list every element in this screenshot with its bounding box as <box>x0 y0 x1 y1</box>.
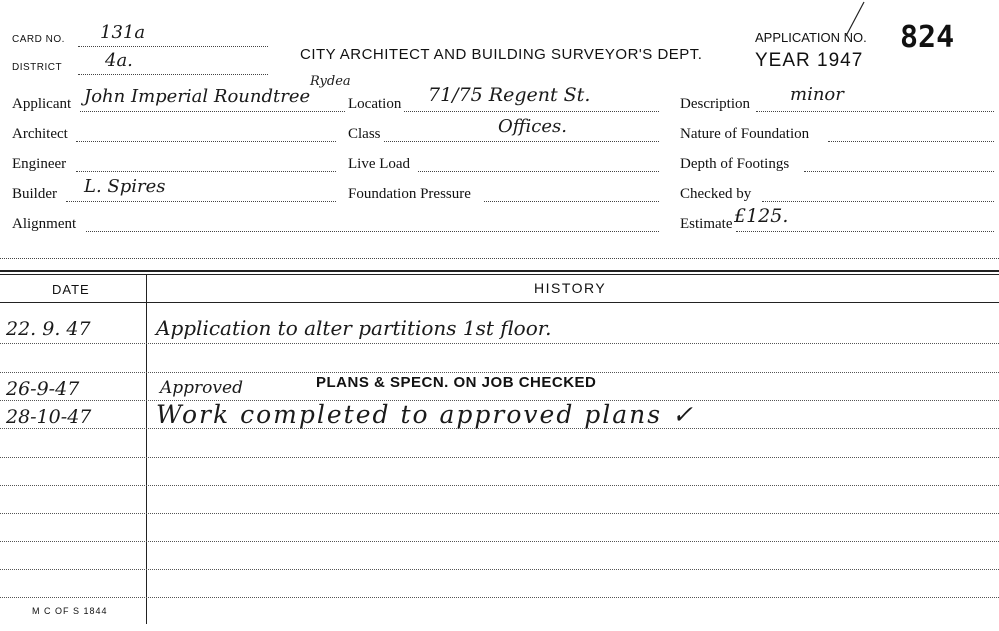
depth-label: Depth of Footings <box>680 156 790 172</box>
alignment-label: Alignment <box>12 216 77 232</box>
nature-line <box>828 141 994 142</box>
check-mark-icon <box>840 0 870 40</box>
pressure-line <box>484 201 659 202</box>
table-top-rule-2 <box>0 274 999 275</box>
estimate-value: £125. <box>734 205 789 227</box>
application-number: 824 <box>900 20 955 55</box>
location-value: 71/75 Regent St. <box>428 84 591 106</box>
liveload-line <box>418 171 659 172</box>
architect-line <box>76 141 336 142</box>
form-code: M C OF S 1844 <box>32 606 108 616</box>
builder-value: L. Spires <box>84 176 166 197</box>
depth-line <box>804 171 994 172</box>
architect-label: Architect <box>12 126 68 142</box>
builder-line <box>66 201 336 202</box>
location-line <box>404 111 659 112</box>
card-no-label: CARD NO. <box>12 34 65 45</box>
date-header: DATE <box>52 282 90 297</box>
location-label: Location <box>348 96 402 112</box>
pressure-label: Foundation Pressure <box>348 186 471 202</box>
liveload-label: Live Load <box>348 156 411 172</box>
engineer-line <box>76 171 336 172</box>
row-rule <box>0 485 999 486</box>
card-no-line <box>78 46 268 47</box>
row-rule <box>0 597 999 598</box>
description-line <box>756 111 994 112</box>
applicant-value: John Imperial Roundtree <box>84 86 311 107</box>
district-value: 4a. <box>105 50 133 71</box>
estimate-label: Estimate <box>680 216 733 232</box>
row-rule <box>0 457 999 458</box>
table-row-date: 26-9-47 <box>6 378 80 400</box>
class-label: Class <box>348 126 381 142</box>
table-row-entry: Application to alter partitions 1st floor. <box>156 316 552 340</box>
card-no-value: 131a <box>100 22 146 43</box>
class-line <box>384 141 659 142</box>
checked-label: Checked by <box>680 186 752 202</box>
alignment-line <box>86 231 659 232</box>
row-rule <box>0 372 999 373</box>
row-rule <box>0 541 999 542</box>
table-row-entry: Work completed to approved plans ✓ <box>156 400 695 429</box>
district-label: DISTRICT <box>12 62 63 73</box>
table-top-rule <box>0 270 999 272</box>
table-column-divider <box>146 274 147 624</box>
class-value: Offices. <box>498 116 567 137</box>
row-rule <box>0 569 999 570</box>
description-label: Description <box>680 96 750 112</box>
table-row-entry: Approved <box>160 378 243 398</box>
job-checked-stamp: PLANS & SPECN. ON JOB CHECKED <box>316 374 597 391</box>
blank-line <box>0 258 999 259</box>
estimate-line <box>736 231 994 232</box>
row-rule <box>0 343 999 344</box>
checked-line <box>762 201 994 202</box>
applicant-label: Applicant <box>12 96 72 112</box>
history-header: HISTORY <box>534 280 607 296</box>
engineer-label: Engineer <box>12 156 67 172</box>
table-header-rule <box>0 302 999 303</box>
table-row-date: 28-10-47 <box>6 406 92 428</box>
row-rule <box>0 513 999 514</box>
nature-label: Nature of Foundation <box>680 126 810 142</box>
builder-label: Builder <box>12 186 57 202</box>
dept-title: CITY ARCHITECT AND BUILDING SURVEYOR'S DEPT. <box>300 46 703 63</box>
district-line <box>78 74 268 75</box>
applicant-superscript: Rydea <box>310 74 351 89</box>
table-row-date: 22. 9. 47 <box>6 318 91 340</box>
applicant-line <box>80 111 345 112</box>
application-label: APPLICATION NO. <box>755 30 867 45</box>
year-label: YEAR 1947 <box>755 50 864 71</box>
description-value: minor <box>790 84 844 105</box>
